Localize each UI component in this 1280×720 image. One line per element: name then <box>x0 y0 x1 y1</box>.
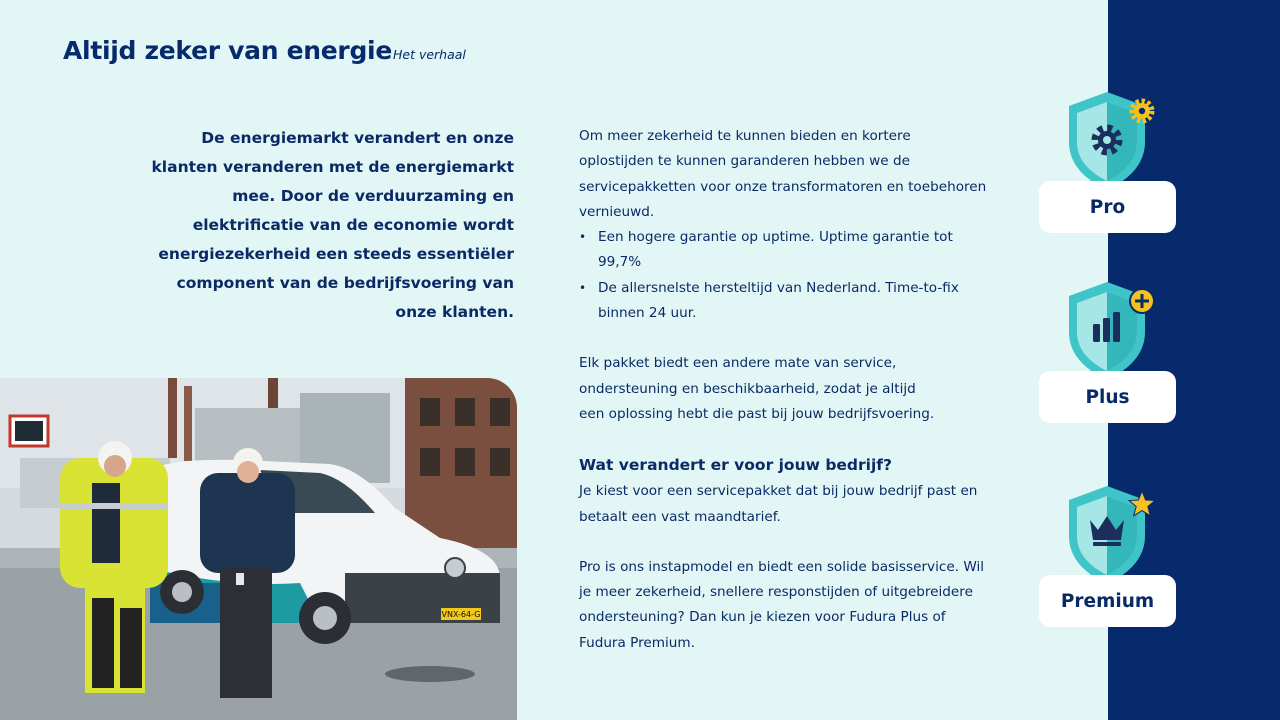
body-paragraph-4: Pro is ons instapmodel en biedt een solide basisservice. Wil je meer zekerheid, snellere responstijden of uitgebreidere ondersteuning? Dan kun je kiezen voor Fudura Plus of Fudura Premium. <box>579 558 985 651</box>
page-subtitle: Het verhaal <box>392 47 466 62</box>
body-paragraph-3: Je kiest voor een servicepakket dat bij jouw bedrijf past en betaalt een vast maandtarief. <box>579 483 978 525</box>
package-premium-label: Premium <box>1039 575 1176 627</box>
body-text-column <box>579 124 989 656</box>
page-header <box>63 36 466 65</box>
van-license-plate: VNX-64-G <box>441 610 481 619</box>
body-paragraph-2-line-1: Elk pakket biedt een andere mate van service, ondersteuning en beschikbaarheid, zodat je altijd <box>579 355 916 397</box>
package-pro-label: Pro <box>1039 181 1176 233</box>
body-paragraph-1: Om meer zekerheid te kunnen bieden en kortere oplostijden te kunnen garanderen hebben we de servicepakketten voor onze transformatoren en toebehoren vernieuwd. <box>579 128 987 220</box>
premium-shield-icon <box>1063 484 1159 586</box>
workers-van-photo <box>0 378 517 720</box>
benefit-item-time-to-fix: • De allersnelste hersteltijd van Nederland. Time-to-fix binnen 24 uur. <box>579 276 989 327</box>
body-paragraph-2-line-2: een oplossing hebt die past bij jouw bedrijfsvoering. <box>579 405 935 422</box>
benefits-list <box>579 225 989 326</box>
benefit-item-uptime: • Een hogere garantie op uptime. Uptime garantie tot 99,7% <box>579 225 989 276</box>
package-plus-label: Plus <box>1039 371 1176 423</box>
pro-shield-icon <box>1063 90 1159 192</box>
plus-badge-icon <box>1130 289 1154 313</box>
body-paragraph-2 <box>579 351 989 427</box>
plus-shield-icon <box>1063 280 1159 382</box>
section-heading: Wat verandert er voor jouw bedrijf? <box>579 456 893 475</box>
intro-text: De energiemarkt verandert en onze klanten veranderen met de energiemarkt mee. Door de verduurzaming en elektrificatie van de economie wordt energiezekerheid een steeds essentiëler component van de bedrijfsvoering van onze klanten. <box>151 129 514 321</box>
page-title: Altijd zeker van energie <box>63 36 392 65</box>
